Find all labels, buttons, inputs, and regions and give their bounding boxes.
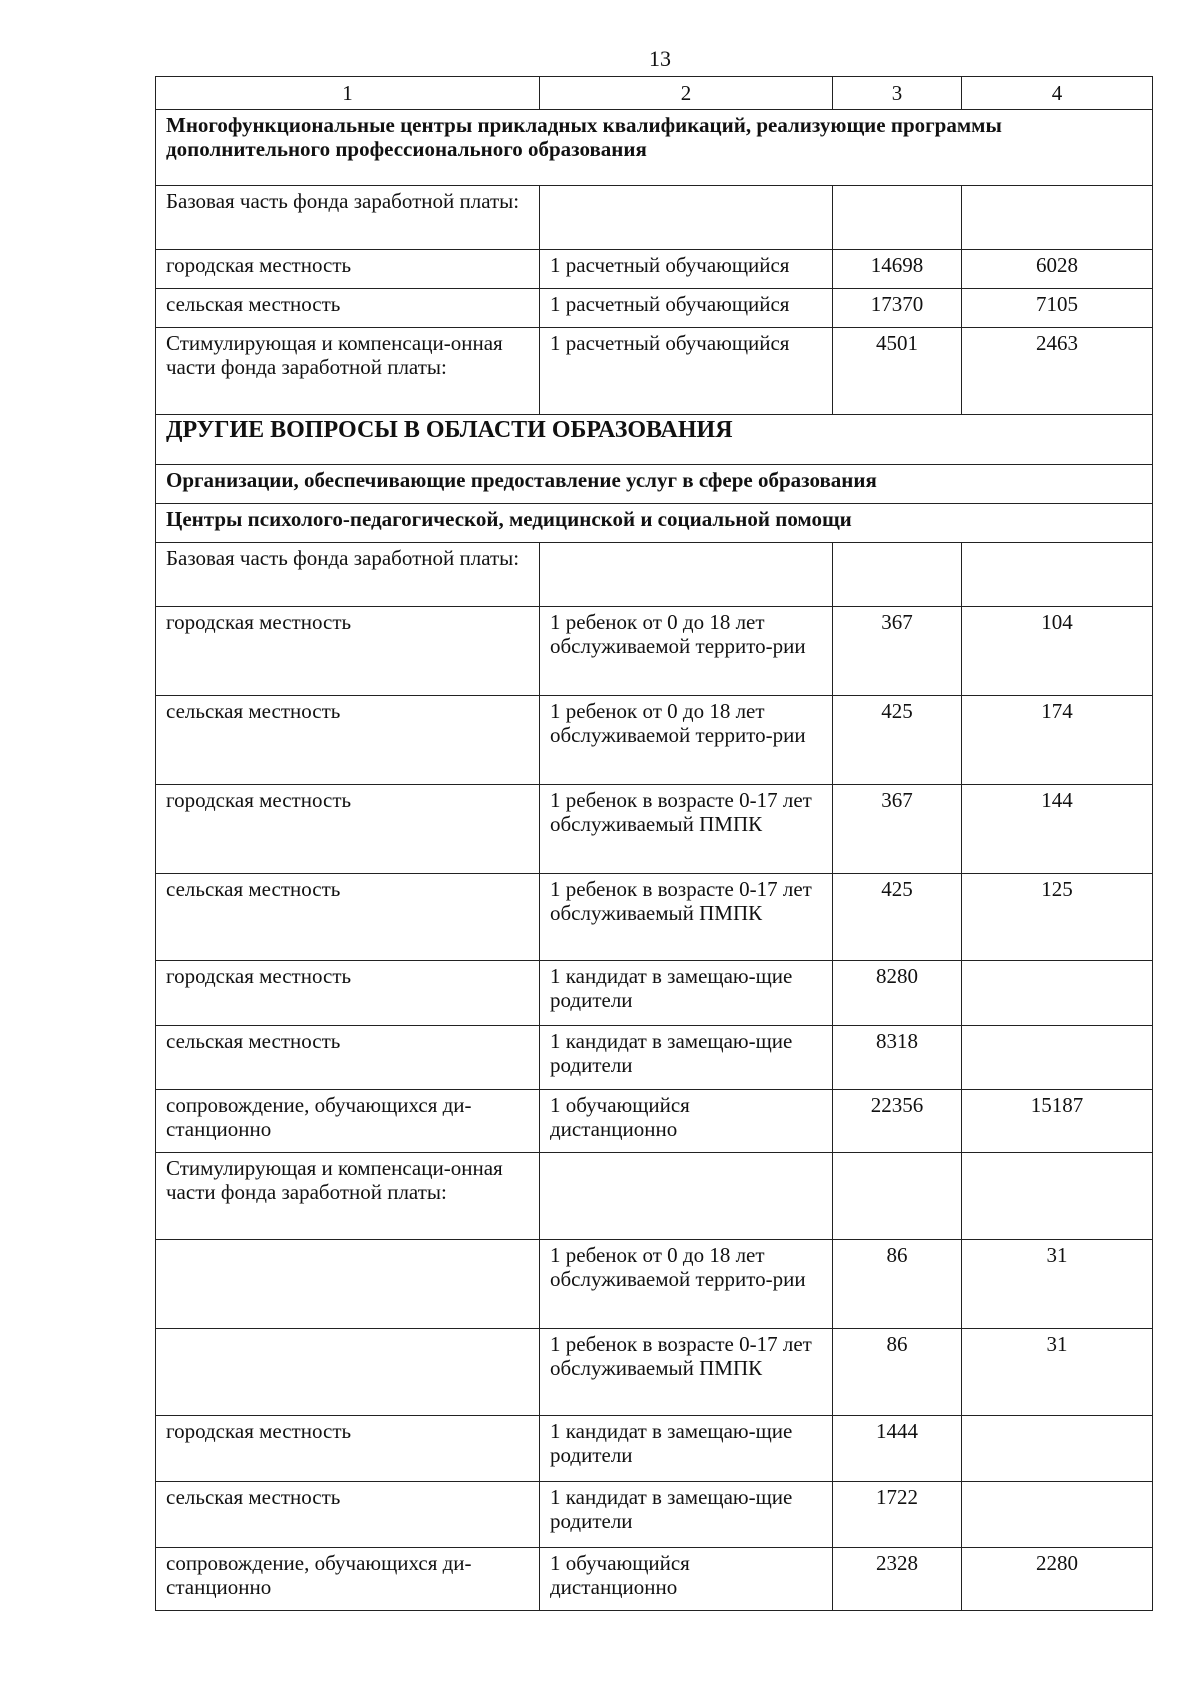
row-unit: 1 расчетный обучающийся [540,289,833,328]
row-value-4 [962,186,1153,250]
table-row [156,1153,1153,1240]
row-label [156,1329,540,1416]
row-label: городская местность [156,1416,540,1482]
row-unit: 1 кандидат в замещаю-щие родители [540,961,833,1026]
row-unit: 1 ребенок от 0 до 18 лет обслуживаемой террито-рии [540,607,833,696]
row-value-3 [833,1153,962,1240]
row-unit: 1 ребенок в возрасте 0-17 лет обслуживаемый ПМПК [540,785,833,874]
row-unit: 1 кандидат в замещаю-щие родители [540,1482,833,1548]
section-row [156,465,1153,504]
row-unit: 1 ребенок от 0 до 18 лет обслуживаемой террито-рии [540,696,833,785]
table-row [156,1240,1153,1329]
table-row [156,1026,1153,1090]
row-label: сопровождение, обучающихся ди-станционно [156,1548,540,1611]
row-value-4: 31 [962,1329,1153,1416]
row-label: сопровождение, обучающихся ди-станционно [156,1090,540,1153]
row-unit: 1 кандидат в замещаю-щие родители [540,1026,833,1090]
table-row [156,543,1153,607]
row-label: сельская местность [156,1026,540,1090]
section-row [156,504,1153,543]
table-row [156,961,1153,1026]
column-number: 4 [962,77,1153,110]
row-value-4: 31 [962,1240,1153,1329]
row-value-3: 425 [833,874,962,961]
table-row [156,1416,1153,1482]
row-value-4: 6028 [962,250,1153,289]
row-unit: 1 ребенок от 0 до 18 лет обслуживаемой террито-рии [540,1240,833,1329]
row-label: городская местность [156,250,540,289]
row-unit: 1 обучающийся дистанционно [540,1548,833,1611]
section-row [156,110,1153,186]
table-row [156,186,1153,250]
row-label: Стимулирующая и компенсаци-онная части фонда заработной платы: [156,1153,540,1240]
row-value-3: 425 [833,696,962,785]
row-value-4: 15187 [962,1090,1153,1153]
row-value-3: 14698 [833,250,962,289]
row-label: Базовая часть фонда заработной платы: [156,186,540,250]
row-value-3: 367 [833,785,962,874]
table-row [156,1090,1153,1153]
row-value-4: 2463 [962,328,1153,415]
table-row [156,250,1153,289]
table-row [156,289,1153,328]
section-row [156,415,1153,465]
row-value-3: 4501 [833,328,962,415]
row-value-4 [962,1153,1153,1240]
row-unit: 1 обучающийся дистанционно [540,1090,833,1153]
row-label: сельская местность [156,696,540,785]
row-label: городская местность [156,961,540,1026]
table-row [156,696,1153,785]
column-number: 3 [833,77,962,110]
row-value-4: 104 [962,607,1153,696]
table-row [156,607,1153,696]
row-label: сельская местность [156,874,540,961]
table-row [156,328,1153,415]
row-label: городская местность [156,607,540,696]
row-unit: 1 ребенок в возрасте 0-17 лет обслуживаемый ПМПК [540,874,833,961]
row-value-3: 8280 [833,961,962,1026]
row-label: Базовая часть фонда заработной платы: [156,543,540,607]
row-value-4: 144 [962,785,1153,874]
row-label: Стимулирующая и компенсаци-онная части фонда заработной платы: [156,328,540,415]
table-row [156,785,1153,874]
section-title: ДРУГИЕ ВОПРОСЫ В ОБЛАСТИ ОБРАЗОВАНИЯ [156,415,1153,465]
row-value-4 [962,961,1153,1026]
column-number: 2 [540,77,833,110]
row-unit [540,1153,833,1240]
row-value-3: 1444 [833,1416,962,1482]
row-value-3 [833,543,962,607]
row-value-3: 22356 [833,1090,962,1153]
row-label: городская местность [156,785,540,874]
page-number: 13 [649,46,671,71]
row-value-3: 1722 [833,1482,962,1548]
row-value-4 [962,1416,1153,1482]
row-label [156,1240,540,1329]
row-unit: 1 ребенок в возрасте 0-17 лет обслуживаемый ПМПК [540,1329,833,1416]
row-label: сельская местность [156,1482,540,1548]
row-label: сельская местность [156,289,540,328]
row-value-4: 7105 [962,289,1153,328]
section-title: Центры психолого-педагогической, медицинской и социальной помощи [156,504,1153,543]
row-value-4: 2280 [962,1548,1153,1611]
table-row [156,1548,1153,1611]
row-unit: 1 расчетный обучающийся [540,250,833,289]
column-number-row [156,77,1153,110]
row-value-3: 2328 [833,1548,962,1611]
row-value-4 [962,543,1153,607]
row-value-4: 125 [962,874,1153,961]
row-value-4: 174 [962,696,1153,785]
section-title: Организации, обеспечивающие предоставление услуг в сфере образования [156,465,1153,504]
norms-table [155,76,1153,1611]
column-number: 1 [156,77,540,110]
table-row [156,1482,1153,1548]
row-value-3: 17370 [833,289,962,328]
row-value-4 [962,1026,1153,1090]
table-row [156,1329,1153,1416]
table-row [156,874,1153,961]
section-title: Многофункциональные центры прикладных квалификаций, реализующие программы дополнительного профессионального образования [156,110,1153,186]
row-value-3: 86 [833,1329,962,1416]
row-unit [540,543,833,607]
row-unit [540,186,833,250]
row-value-3: 86 [833,1240,962,1329]
row-value-3: 367 [833,607,962,696]
row-value-4 [962,1482,1153,1548]
row-value-3: 8318 [833,1026,962,1090]
row-unit: 1 кандидат в замещаю-щие родители [540,1416,833,1482]
row-unit: 1 расчетный обучающийся [540,328,833,415]
row-value-3 [833,186,962,250]
